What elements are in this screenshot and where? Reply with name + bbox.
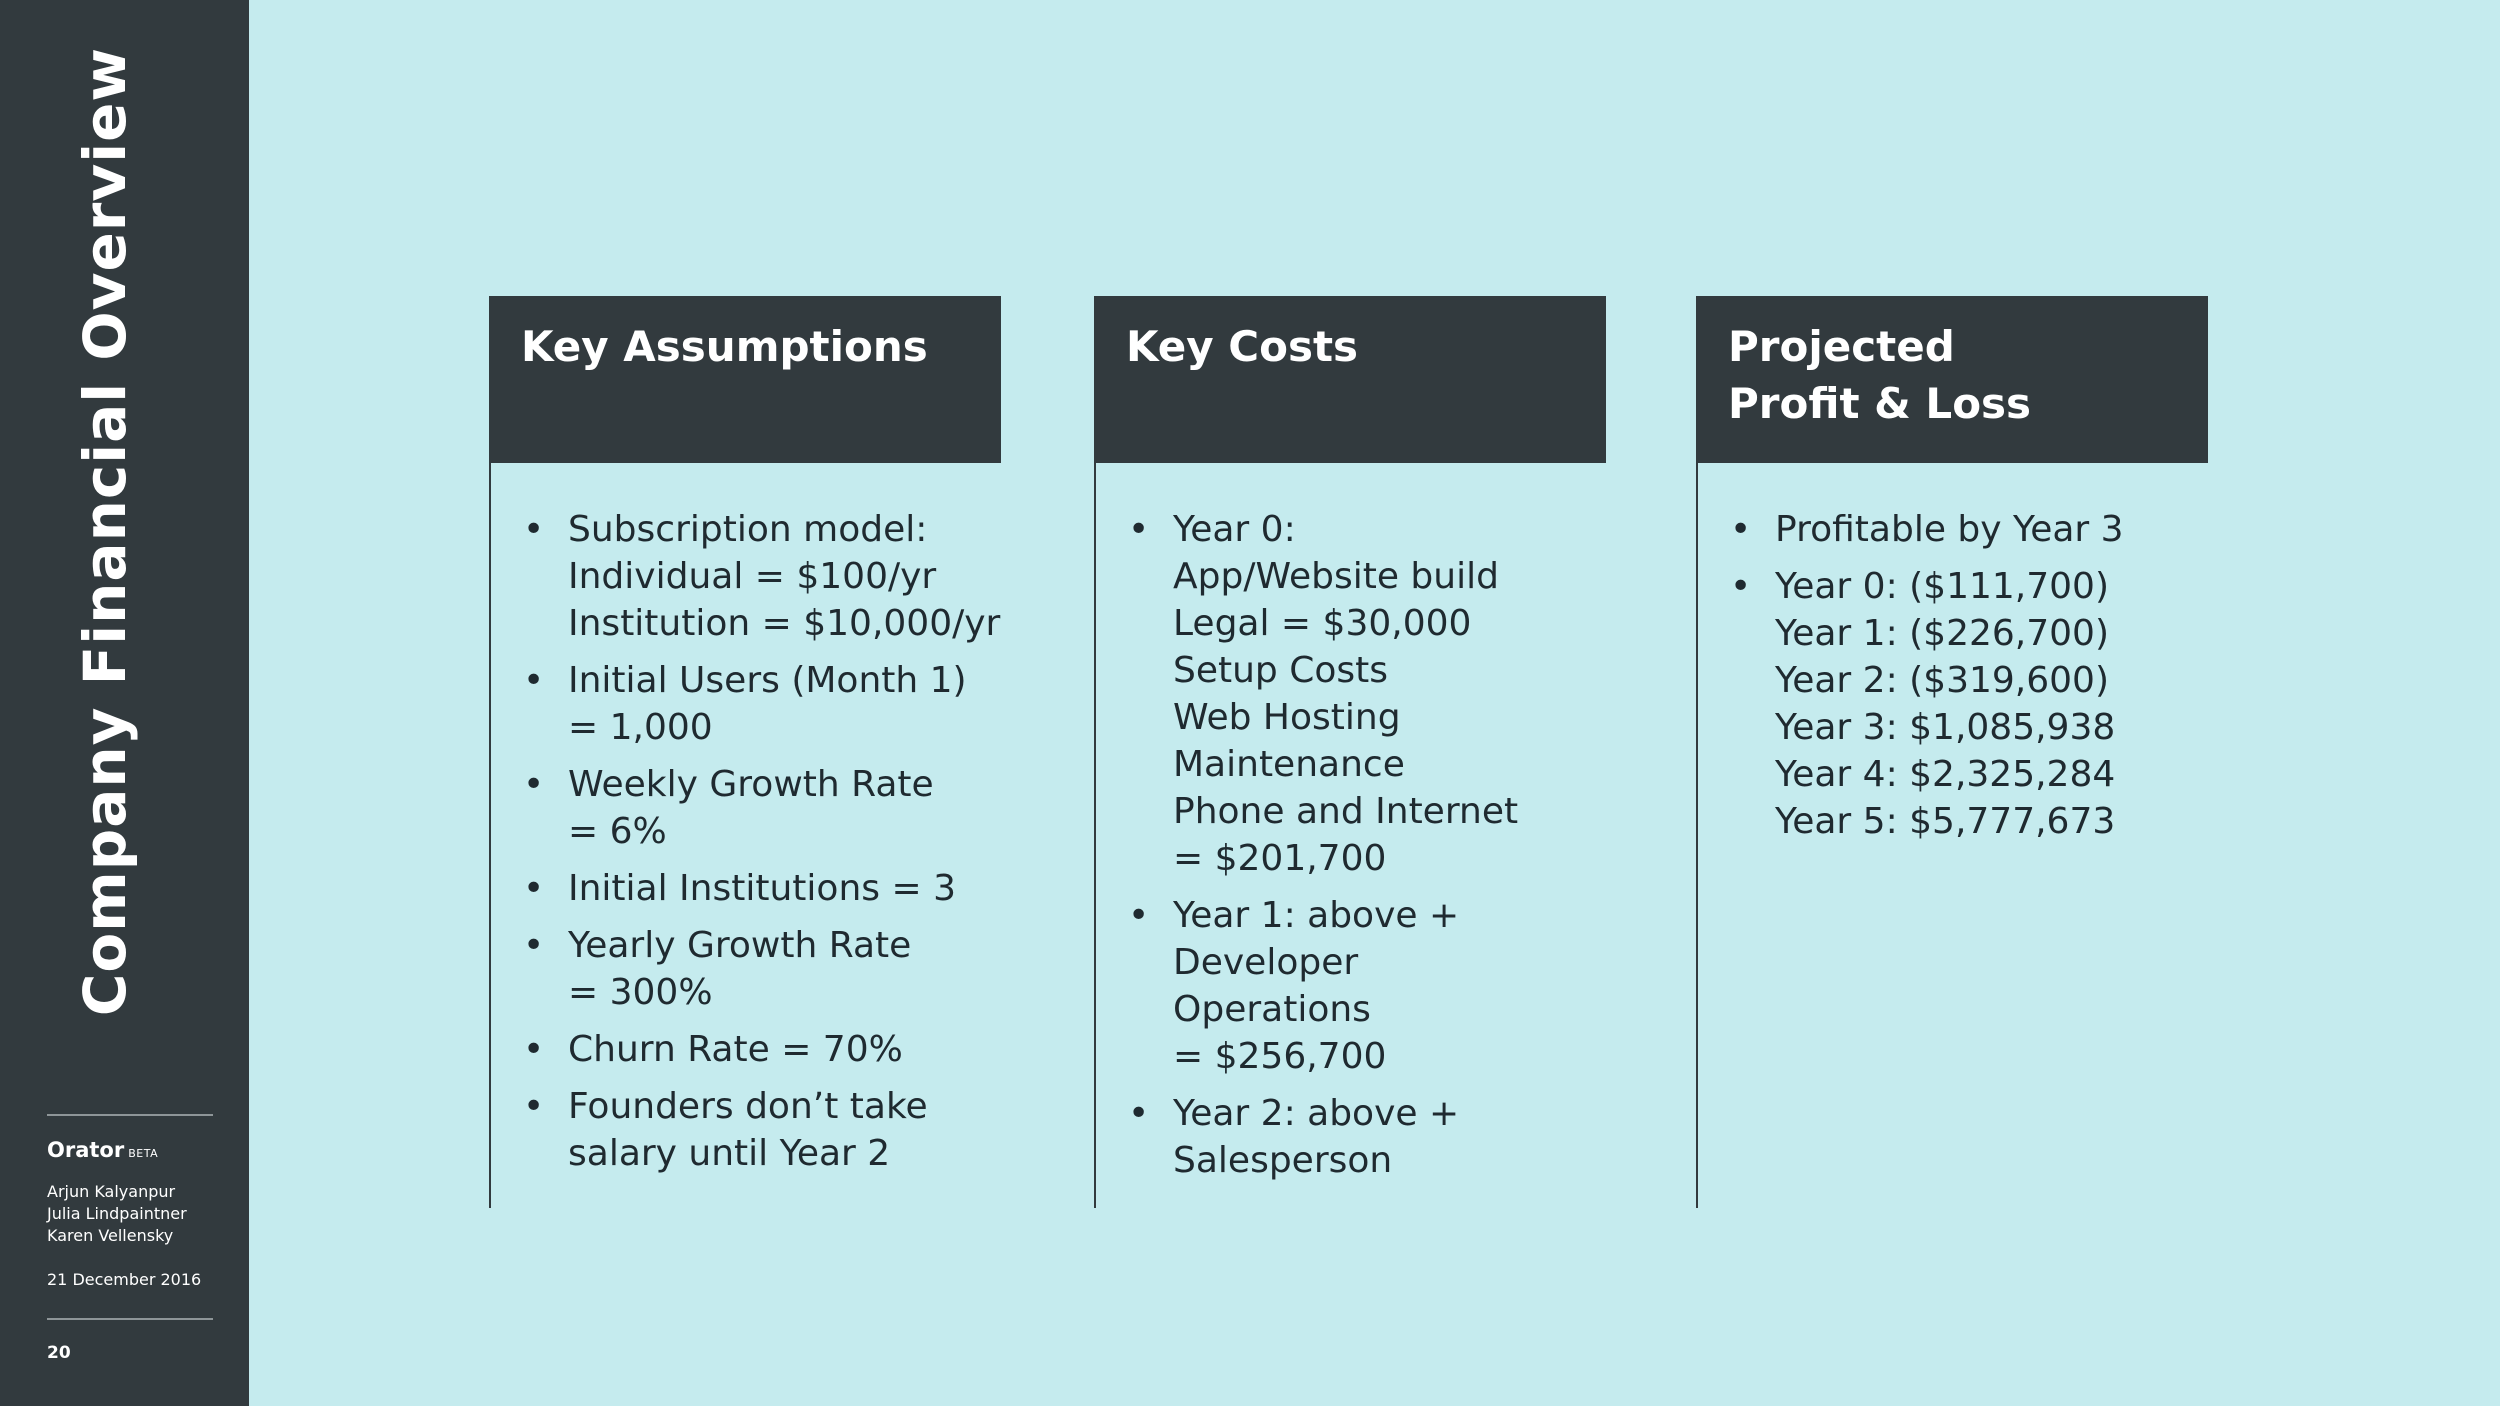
bullet-text: Year 3: $1,085,938 bbox=[1775, 707, 2116, 748]
sidebar bbox=[0, 0, 249, 1406]
bullet-text: Developer bbox=[1173, 942, 1359, 983]
bullet-text: salary until Year 2 bbox=[568, 1133, 891, 1174]
bullet-dot-icon: • bbox=[523, 509, 545, 550]
brand-name: Orator bbox=[47, 1138, 125, 1162]
column-header bbox=[1094, 296, 1606, 463]
column-header bbox=[1696, 296, 2208, 463]
bullet-text: Year 0: ($111,700) bbox=[1775, 566, 2110, 607]
page-number: 20 bbox=[47, 1343, 71, 1363]
bullet-text: Individual = $100/yr bbox=[568, 556, 937, 597]
bullet-dot-icon: • bbox=[1730, 509, 1752, 550]
bullet-text: Yearly Growth Rate bbox=[568, 925, 912, 966]
bullet-text: Year 4: $2,325,284 bbox=[1775, 754, 2116, 795]
brand bbox=[47, 1138, 158, 1162]
bullet-item bbox=[1728, 506, 2124, 553]
bullet-dot-icon: • bbox=[523, 868, 545, 909]
bullet-text: = 300% bbox=[568, 972, 713, 1013]
page-title: Company Financial Overview bbox=[71, 47, 139, 1017]
divider bbox=[47, 1318, 213, 1320]
bullet-list bbox=[521, 506, 1000, 1187]
author-list bbox=[47, 1181, 187, 1247]
bullet-text: Salesperson bbox=[1173, 1140, 1393, 1181]
bullet-text: Weekly Growth Rate bbox=[568, 764, 934, 805]
bullet-item bbox=[521, 1026, 1000, 1073]
bullet-text: Phone and Internet bbox=[1173, 791, 1519, 832]
bullet-text: Legal = $30,000 bbox=[1173, 603, 1472, 644]
bullet-item bbox=[1126, 892, 1518, 1080]
bullet-list bbox=[1728, 506, 2124, 855]
bullet-dot-icon: • bbox=[523, 1086, 545, 1127]
bullet-text: App/Website build bbox=[1173, 556, 1499, 597]
bullet-text: Year 2: above + bbox=[1173, 1093, 1460, 1134]
bullet-text: Initial Institutions = 3 bbox=[568, 868, 956, 909]
bullet-dot-icon: • bbox=[523, 660, 545, 701]
bullet-text: Year 2: ($319,600) bbox=[1775, 660, 2110, 701]
bullet-item bbox=[521, 1083, 1000, 1177]
date: 21 December 2016 bbox=[47, 1270, 202, 1289]
column-header bbox=[489, 296, 1001, 463]
author-name: Karen Vellensky bbox=[47, 1226, 174, 1245]
author-name: Julia Lindpaintner bbox=[47, 1204, 187, 1223]
bullet-item bbox=[521, 657, 1000, 751]
divider bbox=[47, 1114, 213, 1116]
beta-badge: BETA bbox=[128, 1147, 159, 1160]
bullet-dot-icon: • bbox=[1128, 509, 1150, 550]
column-title: Profit & Loss bbox=[1728, 379, 2032, 428]
bullet-dot-icon: • bbox=[523, 925, 545, 966]
bullet-text: Profitable by Year 3 bbox=[1775, 509, 2124, 550]
bullet-text: Institution = $10,000/yr bbox=[568, 603, 1001, 644]
bullet-item bbox=[521, 761, 1000, 855]
bullet-item bbox=[521, 922, 1000, 1016]
bullet-item bbox=[1126, 506, 1518, 882]
bullet-item bbox=[521, 506, 1000, 647]
bullet-text: Churn Rate = 70% bbox=[568, 1029, 903, 1070]
column-title: Key Costs bbox=[1126, 322, 1359, 371]
bullet-text: = 6% bbox=[568, 811, 667, 852]
bullet-item bbox=[521, 865, 1000, 912]
bullet-dot-icon: • bbox=[523, 1029, 545, 1070]
bullet-text: Operations bbox=[1173, 989, 1371, 1030]
bullet-item bbox=[1728, 563, 2124, 845]
bullet-item bbox=[1126, 1090, 1518, 1184]
bullet-text: Web Hosting bbox=[1173, 697, 1401, 738]
bullet-text: = $256,700 bbox=[1173, 1036, 1387, 1077]
bullet-text: Initial Users (Month 1) bbox=[568, 660, 967, 701]
column-title: Projected bbox=[1728, 322, 1955, 371]
column-title: Key Assumptions bbox=[521, 322, 928, 371]
bullet-text: Year 5: $5,777,673 bbox=[1775, 801, 2116, 842]
bullet-dot-icon: • bbox=[1128, 1093, 1150, 1134]
bullet-dot-icon: • bbox=[523, 764, 545, 805]
bullet-list bbox=[1126, 506, 1518, 1194]
bullet-dot-icon: • bbox=[1730, 566, 1752, 607]
bullet-text: Year 1: ($226,700) bbox=[1775, 613, 2110, 654]
bullet-text: Subscription model: bbox=[568, 509, 928, 550]
author-name: Arjun Kalyanpur bbox=[47, 1182, 176, 1201]
bullet-text: = 1,000 bbox=[568, 707, 713, 748]
bullet-dot-icon: • bbox=[1128, 895, 1150, 936]
bullet-text: Year 0: bbox=[1173, 509, 1296, 550]
bullet-text: Setup Costs bbox=[1173, 650, 1389, 691]
bullet-text: = $201,700 bbox=[1173, 838, 1387, 879]
bullet-text: Founders don’t take bbox=[568, 1086, 928, 1127]
bullet-text: Maintenance bbox=[1173, 744, 1405, 785]
bullet-text: Year 1: above + bbox=[1173, 895, 1460, 936]
